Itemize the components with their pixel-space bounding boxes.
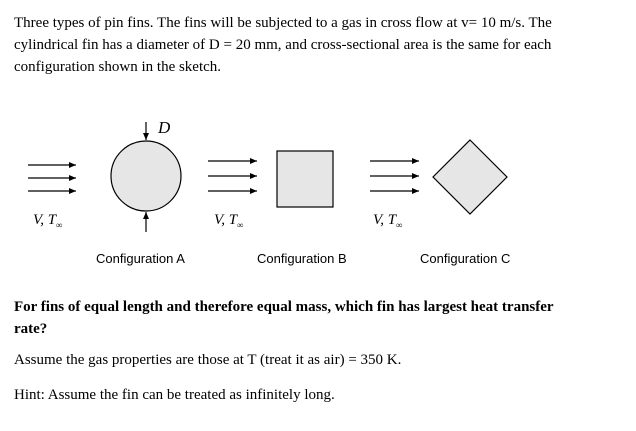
flow-label-2: V, $T_\infty$ [214,212,244,230]
cylindrical-fin [111,141,181,211]
intro-line-3: configuration shown in the sketch. [14,59,222,75]
intro-line-2: cylindrical fin has a diameter of D = 20 mm, and cross-sectional area is the same for each [14,37,552,53]
flow-arrows-2 [208,161,257,191]
question-line-2: rate? [14,321,48,337]
caption-configuration-b: Configuration B [257,251,347,266]
flow-arrows-3 [370,161,419,191]
intro-line-1: Three types of pin fins. The fins will be subjected to a gas in cross flow at v= 10 m/s. The [14,15,552,31]
diamond-fin [433,140,507,214]
flow-arrows-1 [28,165,76,191]
hint-text: Hint: Assume the fin can be treated as infinitely long. [14,387,335,403]
diameter-label: D [158,118,171,137]
flow-label-3: V, $T_\infty$ [373,212,403,230]
question-line-1: For fins of equal length and therefore equal mass, which fin has largest heat transfer [14,299,554,315]
assumption-text: Assume the gas properties are those at T (treat it as air) = 350 K. [14,352,402,368]
problem-intro [14,12,622,78]
caption-configuration-c: Configuration C [420,251,511,266]
caption-configuration-a: Configuration A [96,251,185,266]
square-fin [277,151,333,207]
question [14,296,618,340]
flow-label-1: V, $T_\infty$ [33,212,63,230]
